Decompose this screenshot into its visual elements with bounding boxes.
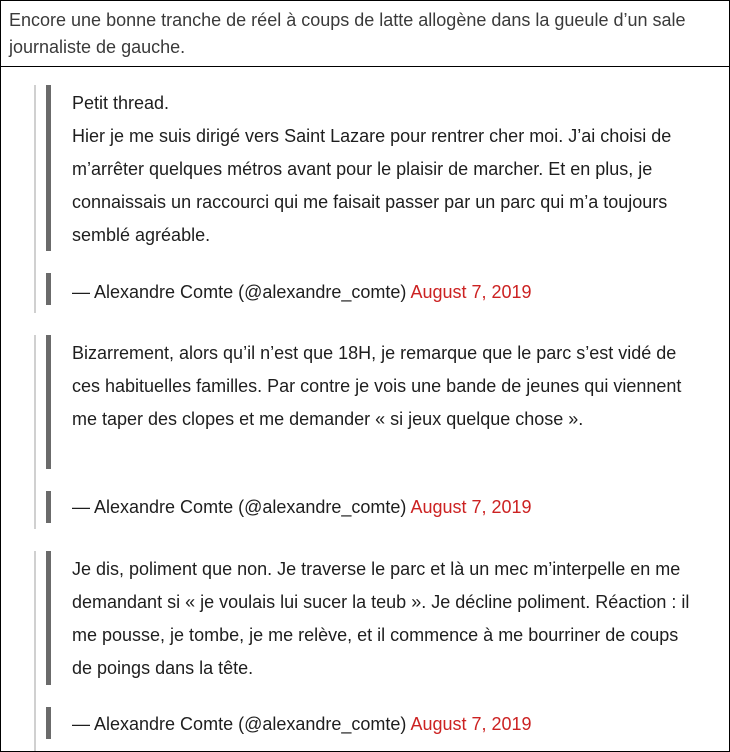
tweet-text <box>72 553 702 685</box>
tweet-author: — Alexandre Comte (@alexandre_comte) <box>72 714 407 734</box>
intro-text: Encore une bonne tranche de réel à coups de latte allogène dans la gueule d’un sale journaliste de gauche. <box>9 10 686 57</box>
tweet-line: Hier je me suis dirigé vers Saint Lazare pour rentrer cher moi. J’ai choisi de m’arrêter quelques métros avant pour le plaisir de marcher. Et en plus, je connaissais un raccourci qui me faisait passer par un parc qui m’a toujours semblé agréable. <box>72 126 672 245</box>
tweet-text <box>72 87 702 252</box>
tweet-date-link[interactable]: August 7, 2019 <box>410 282 532 302</box>
embedded-tweet <box>34 551 714 751</box>
blockquote-bar <box>46 85 51 251</box>
embedded-tweet <box>34 85 714 313</box>
tweet-attribution <box>72 712 532 736</box>
blockquote-bar <box>46 551 51 685</box>
divider <box>1 66 729 67</box>
tweet-date-link[interactable]: August 7, 2019 <box>410 497 532 517</box>
blockquote-bar <box>46 335 51 469</box>
blockquote-border <box>34 335 36 529</box>
tweet-line: Je dis, poliment que non. Je traverse le parc et là un mec m’interpelle en me demandant si « je voulais lui sucer la teub ». Je décline poliment. Réaction : il me pousse, je tombe, je me relève, et il commence à me bourriner de coups de poings dans la tête. <box>72 559 690 678</box>
tweet-date-link[interactable]: August 7, 2019 <box>410 714 532 734</box>
tweet-attribution <box>72 495 532 519</box>
attribution-bar <box>46 707 51 739</box>
tweet-author: — Alexandre Comte (@alexandre_comte) <box>72 497 407 517</box>
attribution-bar <box>46 273 51 305</box>
blockquote-border <box>34 551 36 751</box>
tweet-author: — Alexandre Comte (@alexandre_comte) <box>72 282 407 302</box>
blockquote-border <box>34 85 36 313</box>
attribution-bar <box>46 491 51 523</box>
tweet-attribution <box>72 280 532 304</box>
tweet-text <box>72 337 702 436</box>
tweet-line: Petit thread. <box>72 93 170 113</box>
embedded-tweet <box>34 335 714 529</box>
tweet-line: Bizarrement, alors qu’il n’est que 18H, je remarque que le parc s’est vidé de ces habituelles familles. Par contre je vois une bande de jeunes qui viennent me taper des clopes et me demander « si jeux quelque chose ». <box>72 343 682 429</box>
